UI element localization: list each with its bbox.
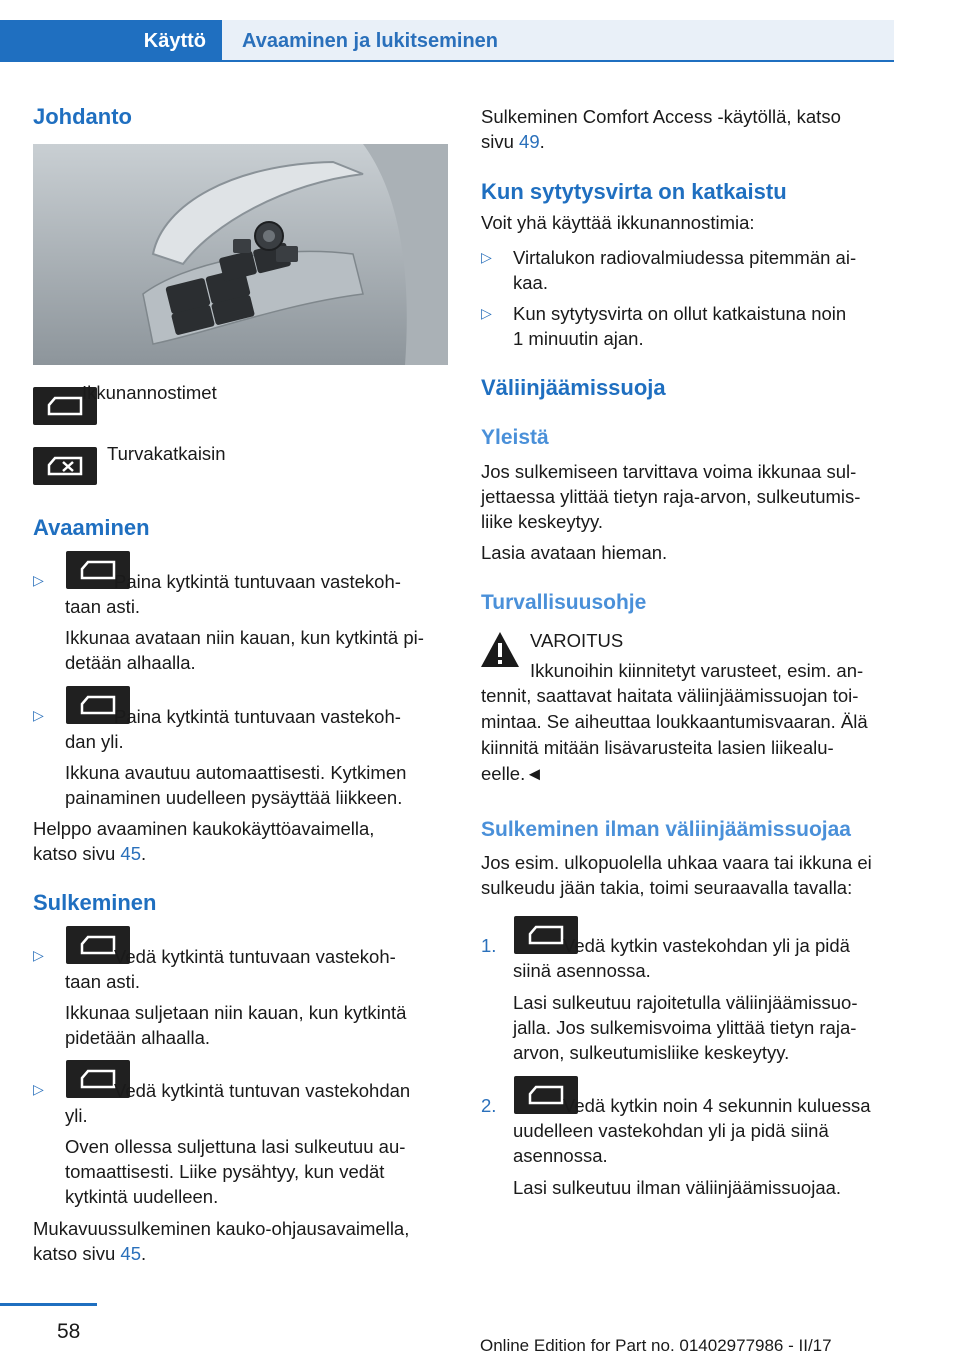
step-1-detail3: arvon, sulkeutumisliike keskeytyy. xyxy=(513,1042,790,1063)
remote-close-text: Mukavuussulkeminen kauko-ohjausavaimella, xyxy=(33,1218,410,1239)
heading-safety-note: Turvallisuusohje xyxy=(481,591,647,614)
remote-close-suffix: . xyxy=(140,1243,147,1264)
warning-line4: kiinnitä mitään lisävarusteita lasien liikealu- xyxy=(481,737,834,758)
warning-line1: Ikkunoihin kiinnitetyt varusteet, esim. an- xyxy=(530,660,864,681)
page-link[interactable]: 49 xyxy=(519,131,540,152)
step-number: 1. xyxy=(481,935,497,956)
ignition-item-1-line1: Virtalukon radiovalmiudessa pitemmän ai- xyxy=(513,247,857,268)
bullet-triangle-icon: ▷ xyxy=(33,707,44,723)
page-link[interactable]: 45 xyxy=(120,843,141,864)
header-divider xyxy=(0,60,894,62)
closing-1-detail1: Ikkunaa suljetaan niin kauan, kun kytkintä xyxy=(65,1002,407,1023)
step-1-line2: siinä asennossa. xyxy=(513,960,651,981)
closing-2-detail2: tomaattisesti. Liike pysähtyy, kun vedät xyxy=(65,1161,385,1182)
bullet-triangle-icon: ▷ xyxy=(481,249,492,265)
safety-switch-icon xyxy=(33,447,97,485)
remote-open-suffix: . xyxy=(140,843,147,864)
edition-note: Online Edition for Part no. 01402977986 - II/17 xyxy=(480,1336,832,1355)
remote-open-ref xyxy=(33,841,146,867)
step-number: 2. xyxy=(481,1095,497,1116)
step-2-line1: Vedä kytkin noin 4 sekunnin kuluessa xyxy=(563,1095,871,1116)
opening-1-line2: taan asti. xyxy=(65,596,141,617)
step-2-line3: asennossa. xyxy=(513,1145,608,1166)
warning-title: VAROITUS xyxy=(530,630,624,651)
heading-ignition-off: Kun sytytysvirta on katkaistu xyxy=(481,179,787,204)
general-line1: Jos sulkemiseen tarvittava voima ikkunaa sul- xyxy=(481,461,857,482)
general-line4: Lasia avataan hieman. xyxy=(481,542,668,563)
opening-2-line1: Paina kytkintä tuntuvaan vastekoh- xyxy=(114,706,401,727)
warning-line3: mintaa. Se aiheuttaa loukkaantumisvaaran. Älä xyxy=(481,711,868,732)
ignition-intro: Voit yhä käyttää ikkunannostimia: xyxy=(481,212,755,233)
door-switch-photo xyxy=(33,144,448,365)
remote-close-prefix: katso sivu xyxy=(33,1243,121,1264)
closing-1-line2: taan asti. xyxy=(65,971,141,992)
page-header xyxy=(0,0,960,62)
comfort-access-text: Sulkeminen Comfort Access -käytöllä, katso xyxy=(481,106,841,127)
bullet-triangle-icon: ▷ xyxy=(481,305,492,321)
heading-opening: Avaaminen xyxy=(33,515,150,540)
ignition-item-2-line1: Kun sytytysvirta on ollut katkaistuna noin xyxy=(513,303,847,324)
heading-closing-without-pinch: Sulkeminen ilman väliinjäämissuojaa xyxy=(481,818,851,841)
step-1-detail2: jalla. Jos sulkemisvoima ylittää tietyn raja- xyxy=(513,1017,857,1038)
opening-1-detail2: detään alhaalla. xyxy=(65,652,196,673)
closing-2-line2: yli. xyxy=(65,1105,88,1126)
comfort-suffix: . xyxy=(539,131,545,152)
nopinch-line1: Jos esim. ulkopuolella uhkaa vaara tai ikkuna ei xyxy=(481,852,872,873)
closing-2-detail3: kytkintä uudelleen. xyxy=(65,1186,219,1207)
step-2-detail1: Lasi sulkeutuu ilman väliinjäämissuojaa. xyxy=(513,1177,842,1198)
remote-close-ref xyxy=(33,1241,146,1267)
warning-line2: tennit, saattavat haitata väliinjäämissuojan toi- xyxy=(481,685,859,706)
step-1-detail1: Lasi sulkeutuu rajoitetulla väliinjäämissuo- xyxy=(513,992,858,1013)
comfort-prefix: sivu xyxy=(481,131,520,152)
remote-open-text: Helppo avaaminen kaukokäyttöavaimella, xyxy=(33,818,375,839)
closing-1-line1: Vedä kytkintä tuntuvaan vastekoh- xyxy=(114,946,396,967)
heading-closing: Sulkeminen xyxy=(33,890,157,915)
opening-2-detail1: Ikkuna avautuu automaattisesti. Kytkimen xyxy=(65,762,407,783)
page-number: 58 xyxy=(57,1320,81,1343)
opening-1-line1: Paina kytkintä tuntuvaan vastekoh- xyxy=(114,571,401,592)
chapter-tab[interactable]: Avaaminen ja lukitseminen xyxy=(222,20,894,62)
general-line2: jettaessa ylittää tietyn raja-arvon, sulkeutumis- xyxy=(481,486,861,507)
legend-label-window-lift: Ikkunannostimet xyxy=(82,382,217,403)
opening-2-line2: dan yli. xyxy=(65,731,124,752)
heading-pinch-protection: Väliinjäämissuoja xyxy=(481,375,666,400)
step-2-line2: uudelleen vastekohdan yli ja pidä siinä xyxy=(513,1120,829,1141)
bullet-triangle-icon: ▷ xyxy=(33,947,44,963)
step-1-line1: Vedä kytkin vastekohdan yli ja pidä xyxy=(563,935,850,956)
ignition-item-1-line2: kaa. xyxy=(513,272,548,293)
heading-intro: Johdanto xyxy=(33,104,132,129)
warning-line5: eelle.◄ xyxy=(481,763,544,784)
nopinch-line2: sulkeudu jään takia, toimi seuraavalla tavalla: xyxy=(481,877,853,898)
closing-2-detail1: Oven ollessa suljettuna lasi sulkeutuu au- xyxy=(65,1136,406,1157)
opening-2-detail2: painaminen uudelleen pysäyttää liikkeen. xyxy=(65,787,403,808)
general-line3: liike keskeytyy. xyxy=(481,511,603,532)
comfort-access-ref xyxy=(481,129,545,155)
section-tab[interactable]: Käyttö xyxy=(0,20,222,62)
closing-2-line1: Vedä kytkintä tuntuvan vastekohdan xyxy=(114,1080,411,1101)
remote-open-prefix: katso sivu xyxy=(33,843,121,864)
footer-divider xyxy=(0,1303,97,1306)
warning-triangle-icon xyxy=(479,630,521,670)
heading-general: Yleistä xyxy=(481,426,549,449)
bullet-triangle-icon: ▷ xyxy=(33,572,44,588)
ignition-item-2-line2: 1 minuutin ajan. xyxy=(513,328,644,349)
legend-label-safety-switch: Turvakatkaisin xyxy=(107,443,226,464)
bullet-triangle-icon: ▷ xyxy=(33,1081,44,1097)
page-link[interactable]: 45 xyxy=(120,1243,141,1264)
closing-1-detail2: pidetään alhaalla. xyxy=(65,1027,211,1048)
opening-1-detail1: Ikkunaa avataan niin kauan, kun kytkintä pi- xyxy=(65,627,424,648)
